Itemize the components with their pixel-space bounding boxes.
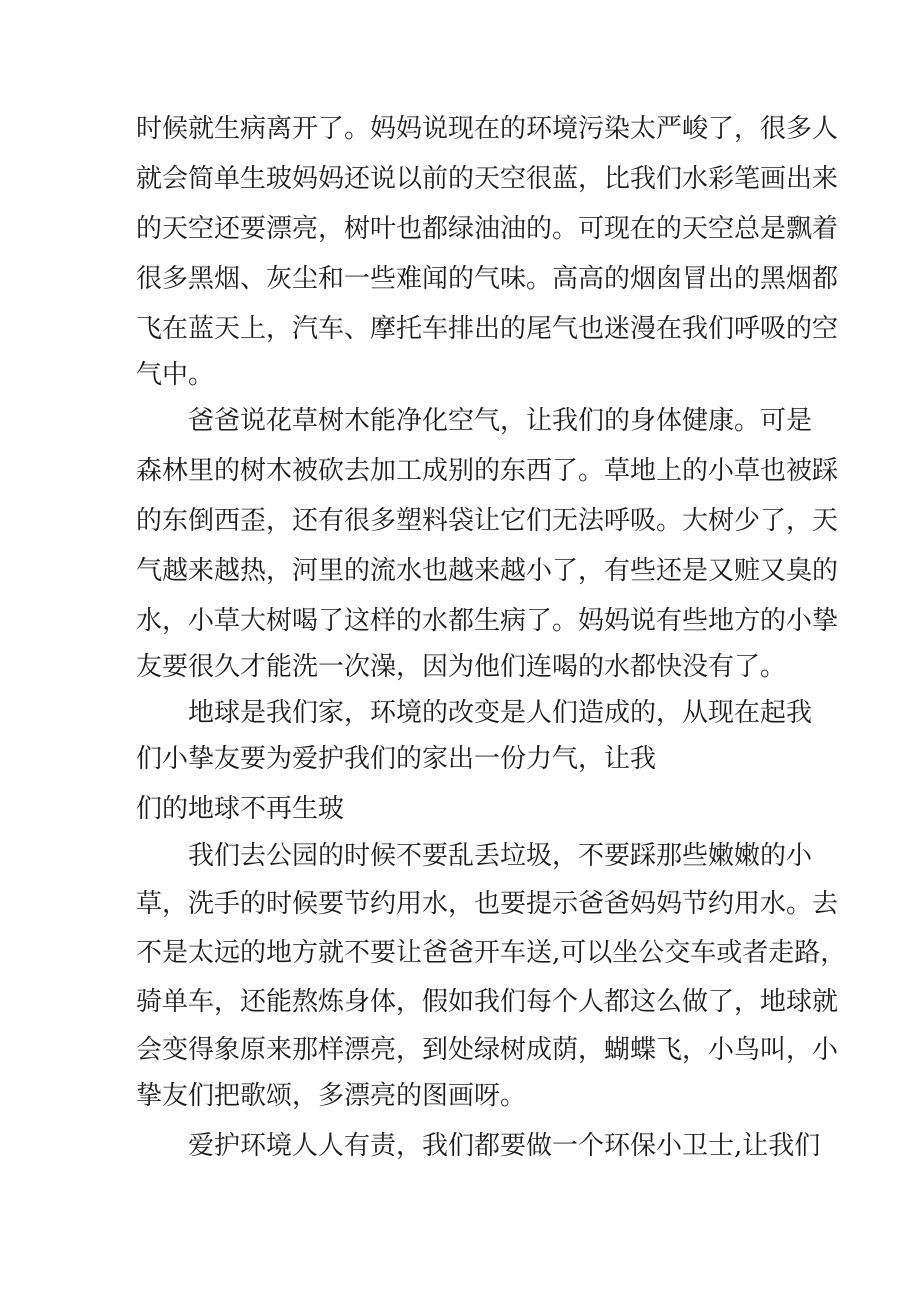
text-line: 水，小草大树喝了这样的水都生病了。妈妈说有些地方的小挚 — [136, 606, 839, 636]
text-line: 森林里的树木被砍去加工成别的东西了。草地上的小草也被踩 — [136, 456, 839, 486]
text-line: 挚友们把歌颂，多漂亮的图画呀。 — [136, 1081, 527, 1111]
text-line: 时候就生病离开了。妈妈说现在的环境污染太严峻了，很多人 — [136, 114, 839, 144]
text-line: 气中。 — [136, 360, 215, 390]
paragraph-first-line: 爱护环境人人有责，我们都要做一个环保小卫士,让我们 — [188, 1131, 821, 1161]
text-line: 飞在蓝天上，汽车、摩托车排出的尾气也迷漫在我们呼吸的空 — [136, 314, 839, 344]
text-line: 骑单车，还能熬炼身体，假如我们每个人都这么做了，地球就 — [136, 987, 839, 1017]
paragraph-first-line: 我们去公园的时候不要乱丢垃圾，不要踩那些嫩嫩的小 — [188, 841, 813, 871]
paragraph-first-line: 爸爸说花草树木能净化空气，让我们的身体健康。可是 — [188, 406, 813, 436]
text-line: 的天空还要漂亮，树叶也都绿油油的。可现在的天空总是飘着 — [136, 214, 839, 244]
paragraph-first-line: 地球是我们家，环境的改变是人们造成的，从现在起我 — [188, 698, 813, 728]
text-line: 友要很久才能洗一次澡，因为他们连喝的水都快没有了。 — [136, 652, 787, 682]
text-line: 们的地球不再生玻 — [136, 794, 345, 824]
text-line: 草，洗手的时候要节约用水，也要提示爸爸妈妈节约用水。去 — [136, 889, 839, 919]
text-line: 们小挚友要为爱护我们的家出一份力气，让我 — [136, 744, 657, 774]
text-line: 不是太远的地方就不要让爸爸开车送,可以坐公交车或者走路， — [136, 938, 847, 968]
text-line: 的东倒西歪，还有很多塑料袋让它们无法呼吸。大树少了，天 — [136, 506, 839, 536]
text-line: 会变得象原来那样漂亮，到处绿树成荫，蝴蝶飞，小鸟叫，小 — [136, 1035, 839, 1065]
text-line: 很多黑烟、灰尘和一些难闻的气味。高高的烟囱冒出的黑烟都 — [136, 264, 839, 294]
text-line: 就会简单生玻妈妈还说以前的天空很蓝，比我们水彩笔画出来 — [136, 164, 839, 194]
text-line: 气越来越热，河里的流水也越来越小了，有些还是又赃又臭的 — [136, 556, 839, 586]
